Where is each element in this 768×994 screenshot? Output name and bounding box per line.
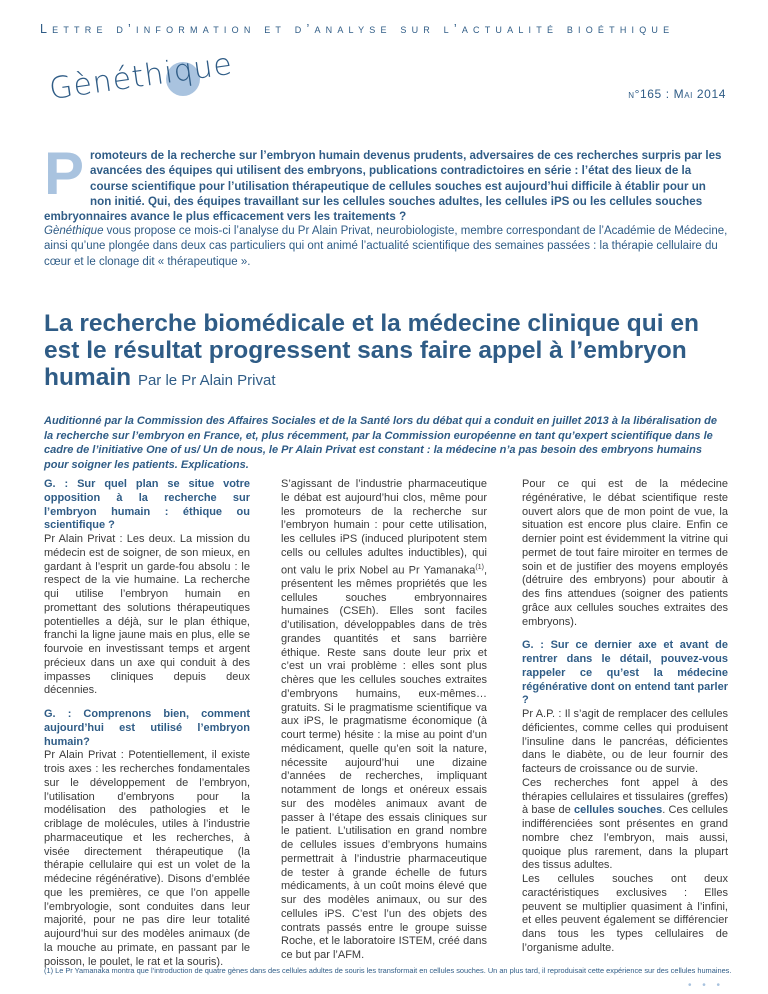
intro-brand-name: Gènéthique [44, 225, 104, 237]
article-byline: Par le Pr Alain Privat [137, 372, 276, 389]
answer-text: S’agissant de l’industrie pharmaceutique le débat est aujourd’hui clos, même pour les promoteurs de la recherche sur l’embryon humain : pour cette utilisation, les cellules iPS (induced pluripotent stem cells ou cellules adultes inductibles), qui ont valu le prix Nobel au Pr Yamanaka [281, 478, 487, 577]
genethique-logo [47, 46, 292, 122]
interview-block [44, 708, 250, 969]
article-lede: Auditionné par la Commission des Affaires Sociales et de la Santé lors du débat qui a conduit en juillet 2013 à la libéralisation de la recherche sur l’embryon en France, et, plus récemment, par la Commission européenne en tant qu’expert scientifique dans le cadre de l’initiative One of us/ Un de nous, le Pr Alain Privat est constant : la médecine n’a pas besoin des embryons humains pour soigner les patients. Explications. [44, 415, 718, 471]
footnote: (1) Le Pr Yamanaka montra que l’introduction de quatre gènes dans des cellules adultes de souris les transformait en cellules souches. Un an plus tard, il reproduisait cette expérience sur des cellules humaines. [44, 966, 732, 975]
answer-text: Ces recherches font appel à des thérapies cellulaires et tissulaires (greffes) à base de [522, 776, 728, 817]
answer-text: . Ces cellules indifférenciées sont présentes en grand nombre chez l’embryon, mais aussi, quoique plus rarement, dans la plupart des tissus adultes. [522, 804, 729, 872]
article-title-text: La recherche biomédicale et la médecine clinique qui en est le résultat progressent sans faire appel à l’embryon humain [44, 310, 699, 391]
article-title [44, 310, 734, 394]
intro-paragraph: romoteurs de la recherche sur l’embryon humain devenus prudents, adversaires de ces recherches surpris par les avancées des équipes qui utilisent des embryons, publications contradictoires en série : l’état des lieux de la course scientifique pour l’utilisation thérapeutique de cellules souches est aujourd’hui difficile à établir pour un non initié. Qui, des équipes travaillant sur les cellules souches adultes, les cellules iPS ou les cellules souches embryonnaires avance le plus efficacement vers les traitements ? [44, 149, 722, 224]
answer-text: Les cellules souches ont deux caractéristiques exclusives : Elles peuvent se multiplier quasiment à l’infini, et elles peuvent également se différencier dans tous les types cellulaires de l’organisme adulte. [522, 873, 728, 954]
article-column-2 [281, 478, 487, 973]
newsletter-tagline: Lettre d’information et d’analyse sur l’actualité bioéthique [40, 22, 675, 36]
footnote-ref: (1) [475, 563, 484, 571]
intro-second-paragraph [44, 224, 728, 270]
interview-answer [281, 478, 487, 963]
intro-block [44, 140, 728, 224]
answer-text: , présentent les mêmes propriétés que les cellules souches embryonnaires humaines (CSEh). Elles sont faciles d’utilisation, développables dans de très grandes quantités et sans barrière éthique. Reste sans doute leur prix et c’est un vrai problème : elles sont plus chères que les cellules souches extraites d’embryons humains, eux-mêmes… gratuits. Si le pragmatisme scientifique va aux iPS, le pragmatisme économique (à court terme) hésite : la mise au point d’un médicament, quelle qu’en soit la nature, nécessite aujourd’hui une dizaine d’années de recherches, impliquant notamment de longs et onéreux essais sur des modèles animaux avant de passer à l’étape des essais cliniques sur le patient. L’utilisation en grand nombre de cellules issues d’embryons humains permettrait à l’industrie pharmaceutique de tester à grande échelle de futurs médicaments, à un coût moins élevé que sur des modèles animaux, ou sur des cellules iPS. C’est l’un des objets des contrats passés entre le groupe suisse Roche, et le laboratoire ISTEM, créé dans ce but par l’AFM. [281, 564, 487, 962]
intro-second-text: vous propose ce mois-ci l’analyse du Pr Alain Privat, neurobiologiste, membre correspondant de l’Académie de Médecine, ainsi qu’une plongée dans deux cas particuliers qui ont animé l’actualité scientifique des semaines passées : la thérapie cellulaire du cœur et le clonage dit « thérapeutique ». [44, 225, 728, 268]
interview-question: G. : Comprenons bien, comment aujourd’hui est utilisé l’embryon humain? [44, 708, 250, 748]
continuation-dots: • • • [687, 980, 724, 991]
interview-question: G. : Sur ce dernier axe et avant de rentrer dans le détail, pouvez-vous rappeler ce qu’est la médecine régénérative dont on entend tant parler ? [522, 639, 728, 707]
interview-answer: Pr Alain Privat : Les deux. La mission du médecin est de soigner, de son mieux, en gardant à l’esprit un garde-fou absolu : le respect de la vie humaine. La recherche qui utilise l’embryon humain en promettant des solutions thérapeutiques potentielles a déjà, sur le plan éthique, franchi la ligne jaune mais en plus, elle se fourvoie en investissant temps et argent précieux dans un axe qui conduit à des impasses cliniques depuis deux décennies. [44, 533, 250, 697]
issue-number: n°165 : Mai 2014 [628, 87, 726, 101]
article-column-1 [44, 478, 250, 979]
highlighted-term: cellules souches [573, 804, 663, 817]
article-column-3 [522, 478, 728, 966]
interview-answer: Pour ce qui est de la médecine régénérative, le débat scientifique reste ouvert alors que de mon point de vue, la situation est encore plus claire. Enfin ce dernier point est évidemment la vitrine qui permet de tout faire miroiter en termes de soin et de justifier des moyens employés (détruire des embryons) pour aboutir à des fins attendues (soigner des patients grâce aux cellules souches extraites des embryons). [522, 478, 728, 628]
drop-cap: P [44, 140, 85, 207]
interview-block [44, 478, 250, 698]
logo-text: Gènéthique [47, 46, 236, 107]
interview-block [522, 639, 728, 955]
interview-question: G. : Sur quel plan se situe votre opposition à la recherche sur l’embryon humain : éthique ou scientifique ? [44, 478, 250, 532]
interview-answer: Pr Alain Privat : Potentiellement, il existe trois axes : les recherches fondamentales sur le développement de l’embryon, l’utilisation d’embryons pour la modélisation des pathologies et le criblage de molécules, utiles à l’industrie pharmaceutique et les recherches, à visée directement thérapeutique (la thérapie cellulaire qui est un volet de la médecine régénérative). Disons d’emblée que les premières, ce que l’on appelle l’embryologie, sont conduites dans leur majorité, pour ne pas dire leur totalité aujourd’hui sur des modèles animaux (de la mouche au primate, en passant par le poisson, le poulet, le rat et la souris). [44, 749, 250, 968]
interview-answer: Pr A.P. : Il s’agit de remplacer des cellules déficientes, comme celles qui produisent l’insuline dans le pancréas, déficientes dans le diabète, ou de leur fournir des facteurs de croissance ou de survie. [522, 708, 728, 775]
